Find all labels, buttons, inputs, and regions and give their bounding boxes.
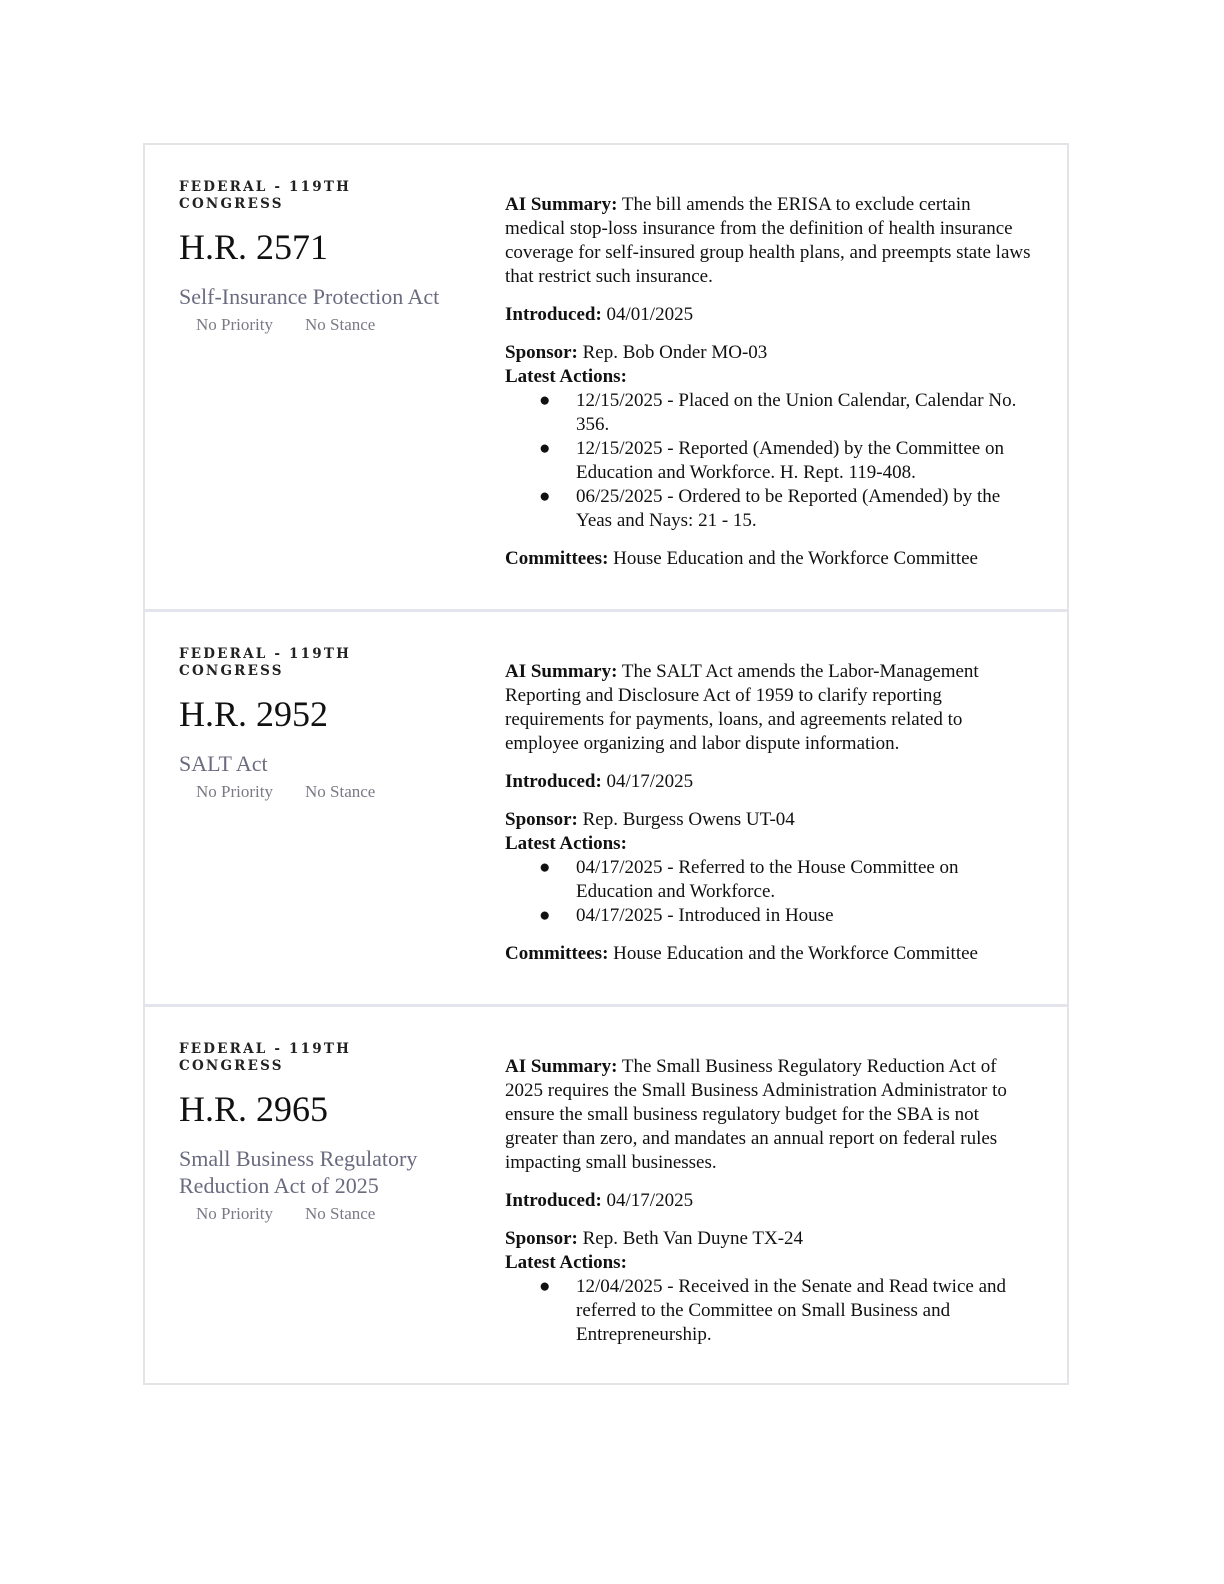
bill-tags bbox=[179, 314, 449, 336]
bill-number[interactable]: H.R. 2965 bbox=[179, 1089, 329, 1129]
action-text: 12/15/2025 - Placed on the Union Calendar, Calendar No. 356. bbox=[576, 390, 1017, 435]
sponsor-label: Sponsor: bbox=[505, 1228, 578, 1249]
jurisdiction-label: FEDERAL - 119TH CONGRESS bbox=[179, 646, 352, 679]
ai-summary-text: The Small Business Regulatory Reduction Act of 2025 requires the Small Business Administration Administrator to ensure the small business regulatory budget for the SBA is not greater than zero, and mandates an annual report on federal rules impacting small businesses. bbox=[505, 1056, 1007, 1173]
bill-number[interactable]: H.R. 2571 bbox=[179, 227, 329, 267]
ai-summary bbox=[505, 1055, 1035, 1175]
action-text: 12/15/2025 - Reported (Amended) by the Committee on Education and Workforce. H. Rept. 119-408. bbox=[576, 438, 1004, 483]
action-text: 04/17/2025 - Referred to the House Committee on Education and Workforce. bbox=[576, 857, 959, 902]
bill-details bbox=[505, 1055, 1035, 1347]
introduced-value: 04/17/2025 bbox=[606, 1190, 694, 1211]
sponsor-value: Rep. Beth Van Duyne TX-24 bbox=[582, 1228, 804, 1249]
bill-tags bbox=[179, 781, 449, 803]
priority-tag[interactable]: No Priority bbox=[196, 782, 273, 801]
bill-number[interactable]: H.R. 2952 bbox=[179, 694, 329, 734]
bill-header bbox=[179, 1041, 449, 1225]
ai-summary-label: AI Summary: bbox=[505, 1056, 618, 1077]
introduced-value: 04/17/2025 bbox=[606, 771, 694, 792]
jurisdiction-label: FEDERAL - 119TH CONGRESS bbox=[179, 179, 352, 212]
action-text: 06/25/2025 - Ordered to be Reported (Amended) by the Yeas and Nays: 21 - 15. bbox=[576, 486, 1001, 531]
sponsor-value: Rep. Bob Onder MO-03 bbox=[582, 342, 768, 363]
committees-label: Committees: bbox=[505, 943, 609, 964]
sponsor-value: Rep. Burgess Owens UT-04 bbox=[582, 809, 795, 830]
list-item bbox=[505, 904, 1035, 928]
bill-details bbox=[505, 193, 1035, 571]
committees bbox=[505, 942, 1035, 966]
bill-header bbox=[179, 179, 449, 336]
priority-tag[interactable]: No Priority bbox=[196, 315, 273, 334]
latest-actions-list bbox=[505, 389, 1035, 533]
introduced-label: Introduced: bbox=[505, 304, 602, 325]
committees-value: House Education and the Workforce Committee bbox=[613, 943, 978, 964]
bill-tags bbox=[179, 1203, 449, 1225]
bill-title[interactable]: Small Business Regulatory Reduction Act of 2025 bbox=[179, 1146, 418, 1198]
latest-actions-heading: Latest Actions: bbox=[505, 366, 627, 387]
committees bbox=[505, 547, 1035, 571]
ai-summary-label: AI Summary: bbox=[505, 661, 618, 682]
latest-actions-list bbox=[505, 856, 1035, 928]
sponsor-label: Sponsor: bbox=[505, 342, 578, 363]
bill-card bbox=[145, 612, 1067, 1007]
ai-summary-label: AI Summary: bbox=[505, 194, 618, 215]
list-item bbox=[505, 389, 1035, 437]
action-text: 04/17/2025 - Introduced in House bbox=[576, 905, 834, 926]
ai-summary bbox=[505, 193, 1035, 289]
stance-tag[interactable]: No Stance bbox=[304, 315, 376, 334]
bullet-icon: ● bbox=[539, 438, 551, 459]
stance-tag[interactable]: No Stance bbox=[304, 1204, 376, 1223]
bullet-icon: ● bbox=[539, 857, 551, 878]
list-item bbox=[505, 1275, 1035, 1347]
priority-tag[interactable]: No Priority bbox=[196, 1204, 273, 1223]
bill-card bbox=[145, 1007, 1067, 1383]
introduced-label: Introduced: bbox=[505, 771, 602, 792]
ai-summary bbox=[505, 660, 1035, 756]
latest-actions-heading: Latest Actions: bbox=[505, 1252, 627, 1273]
ai-summary-text: The bill amends the ERISA to exclude certain medical stop-loss insurance from the definition of health insurance coverage for self-insured group health plans, and preempts state laws that restrict such insurance. bbox=[505, 194, 1031, 287]
list-item bbox=[505, 485, 1035, 533]
list-item bbox=[505, 856, 1035, 904]
committees-label: Committees: bbox=[505, 548, 609, 569]
committees-value: House Education and the Workforce Committee bbox=[613, 548, 978, 569]
sponsor-label: Sponsor: bbox=[505, 809, 578, 830]
bill-list bbox=[143, 143, 1069, 1385]
bill-title[interactable]: Self-Insurance Protection Act bbox=[179, 284, 440, 309]
bill-card bbox=[145, 145, 1067, 612]
sponsor bbox=[505, 1227, 1035, 1251]
latest-actions-list bbox=[505, 1275, 1035, 1347]
introduced-value: 04/01/2025 bbox=[606, 304, 694, 325]
sponsor bbox=[505, 341, 1035, 365]
introduced-date bbox=[505, 303, 1035, 327]
bullet-icon: ● bbox=[539, 905, 551, 926]
introduced-date bbox=[505, 770, 1035, 794]
bill-details bbox=[505, 660, 1035, 966]
action-text: 12/04/2025 - Received in the Senate and Read twice and referred to the Committee on Small Business and Entrepreneurship. bbox=[576, 1276, 1007, 1345]
list-item bbox=[505, 437, 1035, 485]
ai-summary-text: The SALT Act amends the Labor-Management Reporting and Disclosure Act of 1959 to clarify reporting requirements for payments, loans, and agreements related to employee organizing and labor dispute information. bbox=[505, 661, 979, 754]
bullet-icon: ● bbox=[539, 390, 551, 411]
bill-header bbox=[179, 646, 449, 803]
jurisdiction-label: FEDERAL - 119TH CONGRESS bbox=[179, 1041, 352, 1074]
sponsor bbox=[505, 808, 1035, 832]
bill-title[interactable]: SALT Act bbox=[179, 751, 268, 776]
latest-actions-heading: Latest Actions: bbox=[505, 833, 627, 854]
bullet-icon: ● bbox=[539, 486, 551, 507]
bullet-icon: ● bbox=[539, 1276, 551, 1297]
introduced-date bbox=[505, 1189, 1035, 1213]
stance-tag[interactable]: No Stance bbox=[304, 782, 376, 801]
introduced-label: Introduced: bbox=[505, 1190, 602, 1211]
